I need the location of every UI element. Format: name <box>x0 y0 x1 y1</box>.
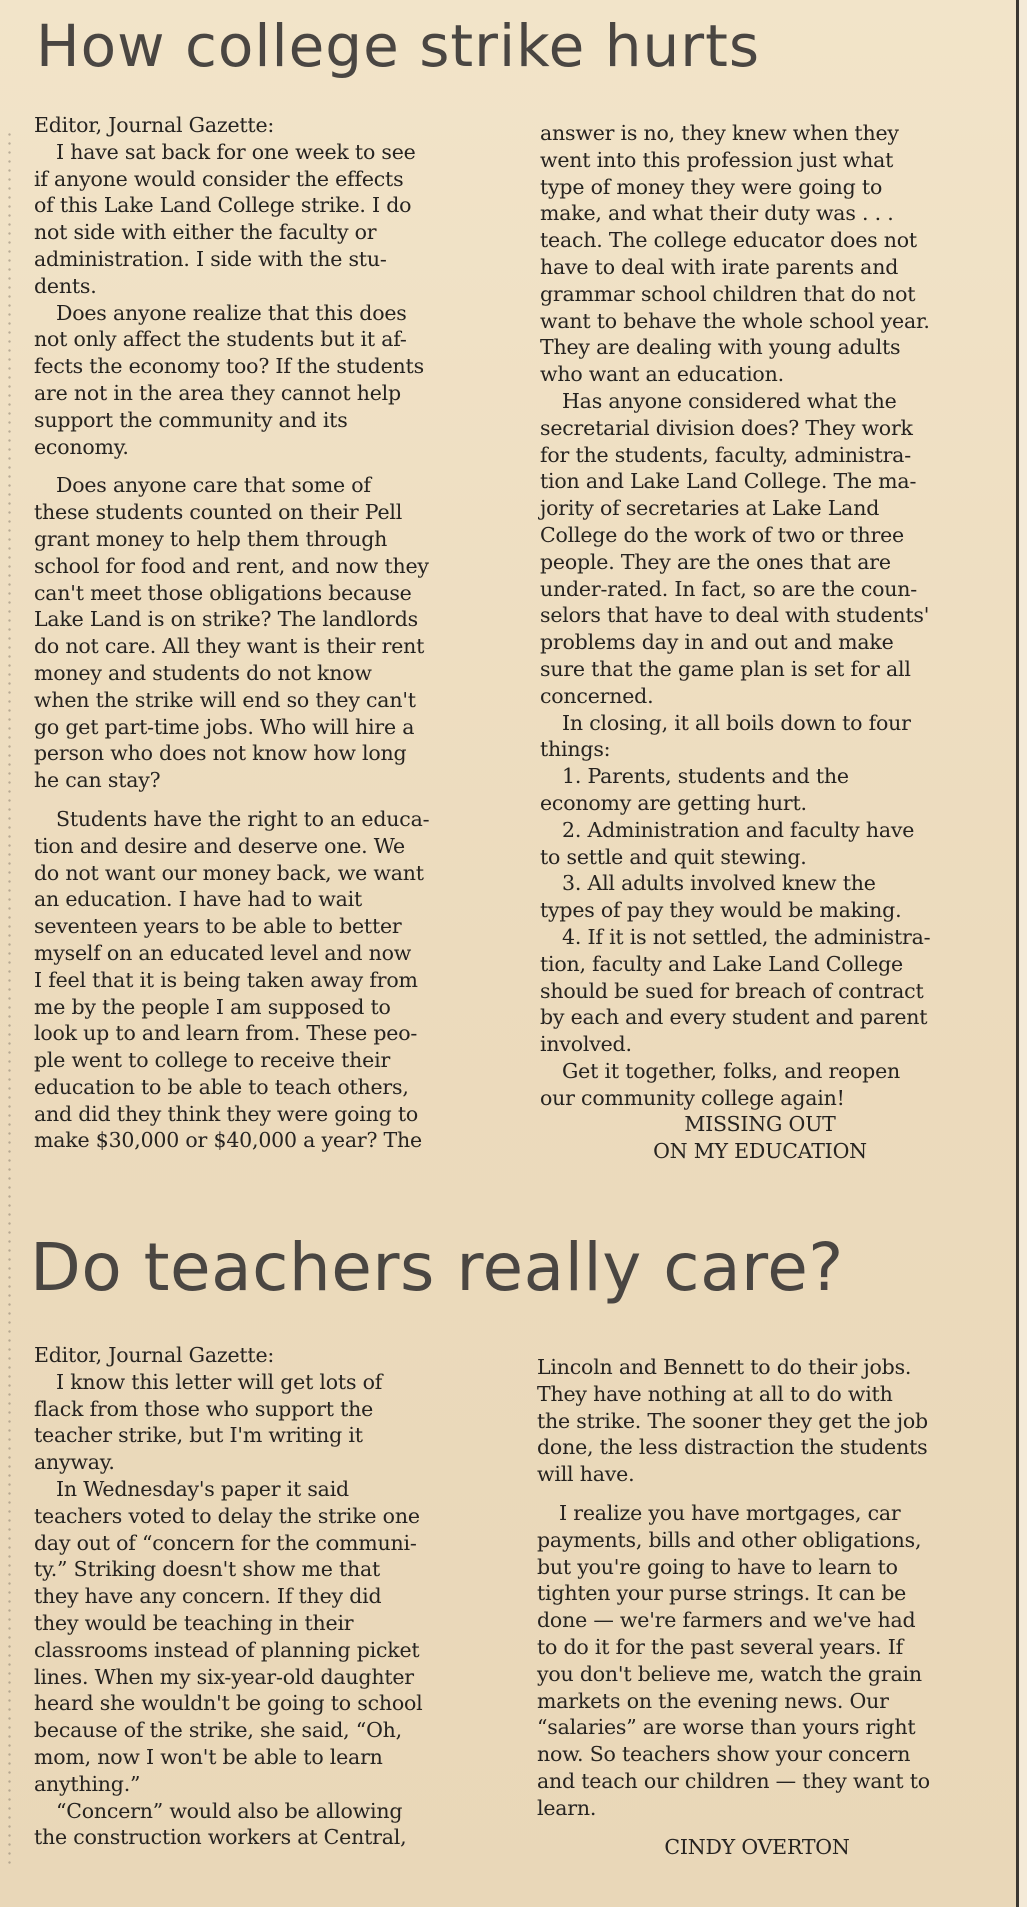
text-line: but you're going to have to learn to <box>537 1554 898 1579</box>
text-line: I have sat back for one week to see <box>56 139 416 164</box>
text-line: tion, faculty and Lake Land College <box>540 951 903 976</box>
text-line: want to behave the whole school year. <box>540 308 930 333</box>
signature-line: ON MY EDUCATION <box>653 1139 867 1164</box>
text-line: mom, now I won't be able to learn <box>34 1744 383 1769</box>
text-line: to settle and quit stewing. <box>540 844 807 869</box>
text-line: not side with either the faculty or <box>34 220 377 245</box>
text-line: who want an education. <box>540 362 784 387</box>
text-line: money and students do not know <box>34 660 372 685</box>
text-line: sure that the game plan is set for all <box>540 656 911 681</box>
text-line: have to deal with irate parents and <box>540 254 899 279</box>
text-line: people. They are the ones that are <box>540 549 891 574</box>
text-line: me by the people I am supposed to <box>34 994 391 1019</box>
text-line: involved. <box>540 1032 632 1057</box>
text-line: teachers voted to delay the strike one <box>34 1503 420 1528</box>
text-line: can't meet those obligations because <box>34 580 412 605</box>
text-line: make $30,000 or $40,000 a year? The <box>34 1128 422 1153</box>
letter-1-column-2 <box>540 120 985 1165</box>
text-line: and teach our children — they want to <box>537 1768 930 1793</box>
text-line: not only affect the students but it af- <box>34 327 407 352</box>
text-line: They have nothing at all to do with <box>537 1381 893 1406</box>
text-line: concerned. <box>540 683 654 708</box>
text-line: myself on an educated level and now <box>34 940 412 965</box>
text-line: ty.” Striking doesn't show me that <box>34 1557 381 1582</box>
text-line: grant money to help them through <box>34 526 388 551</box>
text-line: 2. Administration and faculty have <box>562 817 915 842</box>
text-line: if anyone would consider the effects <box>34 166 404 191</box>
text-line: College do the work of two or three <box>540 522 904 547</box>
text-line: things: <box>540 737 611 762</box>
text-line: learn. <box>537 1795 597 1820</box>
text-line: problems day in and out and make <box>540 630 894 655</box>
text-line: of this Lake Land College strike. I do <box>34 193 412 218</box>
text-line: now. So teachers show your concern <box>537 1742 911 1767</box>
letter-1-column-1 <box>34 112 474 1154</box>
text-line: 4. If it is not settled, the administra- <box>562 924 931 949</box>
text-line: Editor, Journal Gazette: <box>34 1343 275 1367</box>
text-line: went into this profession just what <box>540 147 894 172</box>
paragraph-gap <box>34 460 474 472</box>
text-line: anyway. <box>34 1450 115 1475</box>
text-line: selors that have to deal with students' <box>540 603 930 628</box>
text-line: anything.” <box>34 1771 141 1796</box>
signature-line: CINDY OVERTON <box>664 1834 850 1859</box>
text-line: I know this letter will get lots of <box>56 1369 383 1394</box>
text-line: done — we're farmers and we've had <box>537 1608 916 1633</box>
text-line: seventeen years to be able to better <box>34 914 402 939</box>
text-line: do not care. All they want is their rent <box>34 634 425 659</box>
text-line: Lincoln and Bennett to do their jobs. <box>537 1355 912 1379</box>
text-line: Has anyone considered what the <box>562 388 897 413</box>
text-line: the strike. The sooner they get the job <box>537 1408 928 1433</box>
text-line: make, and what their duty was . . . <box>540 201 894 226</box>
text-line: will have. <box>537 1462 635 1487</box>
text-line: types of pay they would be making. <box>540 898 902 923</box>
text-line: Students have the right to an educa- <box>56 806 430 831</box>
letter-2-column-1 <box>34 1342 474 1851</box>
text-line: school for food and rent, and now they <box>34 553 429 578</box>
headline-teachers-care: Do teachers really care? <box>30 1229 844 1306</box>
text-line: In closing, it all boils down to four <box>562 710 911 735</box>
text-line: these students counted on their Pell <box>34 500 403 525</box>
text-line: heard she wouldn't be going to school <box>34 1691 423 1716</box>
text-line: because of the strike, she said, “Oh, <box>34 1718 402 1743</box>
text-line: They are dealing with young adults <box>540 335 901 360</box>
text-line: you don't believe me, watch the grain <box>537 1661 922 1686</box>
text-line: answer is no, they knew when they <box>540 121 899 145</box>
text-line: “Concern” would also be allowing <box>56 1798 403 1823</box>
text-line: 3. All adults involved knew the <box>562 871 876 896</box>
text-line: go get part-time jobs. Who will hire a <box>34 714 415 739</box>
text-line: flack from those who support the <box>34 1396 374 1421</box>
text-line: look up to and learn from. These peo- <box>34 1021 418 1046</box>
text-line: an education. I have had to wait <box>34 887 363 912</box>
text-line: payments, bills and other obligations, <box>537 1527 922 1552</box>
text-line: and did they think they were going to <box>34 1101 419 1126</box>
text-line: fects the economy too? If the students <box>34 354 424 379</box>
headline-college-strike: How college strike hurts <box>36 12 761 80</box>
text-line: do not want our money back, we want <box>34 860 424 885</box>
text-line: dents. <box>34 273 97 298</box>
text-line: I realize you have mortgages, car <box>559 1500 901 1525</box>
text-line: tion and Lake Land College. The ma- <box>540 469 917 494</box>
text-line: administration. I side with the stu- <box>34 246 387 271</box>
text-line: by each and every student and parent <box>540 1005 928 1030</box>
text-line: they have any concern. If they did <box>34 1584 382 1609</box>
text-line: when the strike will end so they can't <box>34 687 416 712</box>
text-line: economy. <box>34 434 129 459</box>
text-line: to do it for the past several years. If <box>537 1634 903 1659</box>
text-line: In Wednesday's paper it said <box>56 1476 349 1501</box>
text-line: Lake Land is on strike? The landlords <box>34 607 418 632</box>
text-line: I feel that it is being taken away from <box>34 967 418 992</box>
text-line: education to be able to teach others, <box>34 1074 409 1099</box>
paragraph-gap <box>537 1822 982 1834</box>
text-line: jority of secretaries at Lake Land <box>540 496 880 521</box>
text-line: secretarial division does? They work <box>540 415 913 440</box>
paragraph-gap <box>537 1488 982 1500</box>
text-line: grammar school children that do not <box>540 281 916 306</box>
text-line: Editor, Journal Gazette: <box>34 113 275 137</box>
text-line: Does anyone realize that this does <box>56 300 407 325</box>
text-line: should be sued for breach of contract <box>540 978 924 1003</box>
text-line: he can stay? <box>34 768 161 793</box>
text-line: under-rated. In fact, so are the coun- <box>540 576 918 601</box>
paragraph-gap <box>34 794 474 806</box>
text-line: tighten your purse strings. It can be <box>537 1581 907 1606</box>
text-line: ple went to college to receive their <box>34 1048 391 1073</box>
text-line: classrooms instead of planning picket <box>34 1637 420 1662</box>
text-line: they would be teaching in their <box>34 1610 354 1635</box>
text-line: economy are getting hurt. <box>540 790 807 815</box>
text-line: lines. When my six-year-old daughter <box>34 1664 414 1689</box>
text-line: teacher strike, but I'm writing it <box>34 1423 363 1448</box>
text-line: done, the less distraction the students <box>537 1435 928 1460</box>
text-line: Get it together, folks, and reopen <box>562 1058 901 1083</box>
text-line: our community college again! <box>540 1085 845 1110</box>
text-line: for the students, faculty, administra- <box>540 442 911 467</box>
letter-2-column-2 <box>537 1354 982 1860</box>
text-line: are not in the area they cannot help <box>34 380 401 405</box>
text-line: “salaries” are worse than yours right <box>537 1715 916 1740</box>
text-line: Does anyone care that some of <box>56 473 371 498</box>
text-line: support the community and its <box>34 407 348 432</box>
signature-line: MISSING OUT <box>684 1112 836 1137</box>
text-line: teach. The college educator does not <box>540 228 917 253</box>
text-line: the construction workers at Central, <box>34 1825 407 1850</box>
text-line: tion and desire and deserve one. We <box>34 833 405 858</box>
text-line: 1. Parents, students and the <box>562 764 849 789</box>
torn-left-edge <box>8 130 11 1870</box>
text-line: day out of “concern for the communi- <box>34 1530 417 1555</box>
text-line: person who does not know how long <box>34 741 407 766</box>
text-line: markets on the evening news. Our <box>537 1688 889 1713</box>
page-edge <box>1019 0 1027 1907</box>
text-line: type of money they were going to <box>540 174 883 199</box>
